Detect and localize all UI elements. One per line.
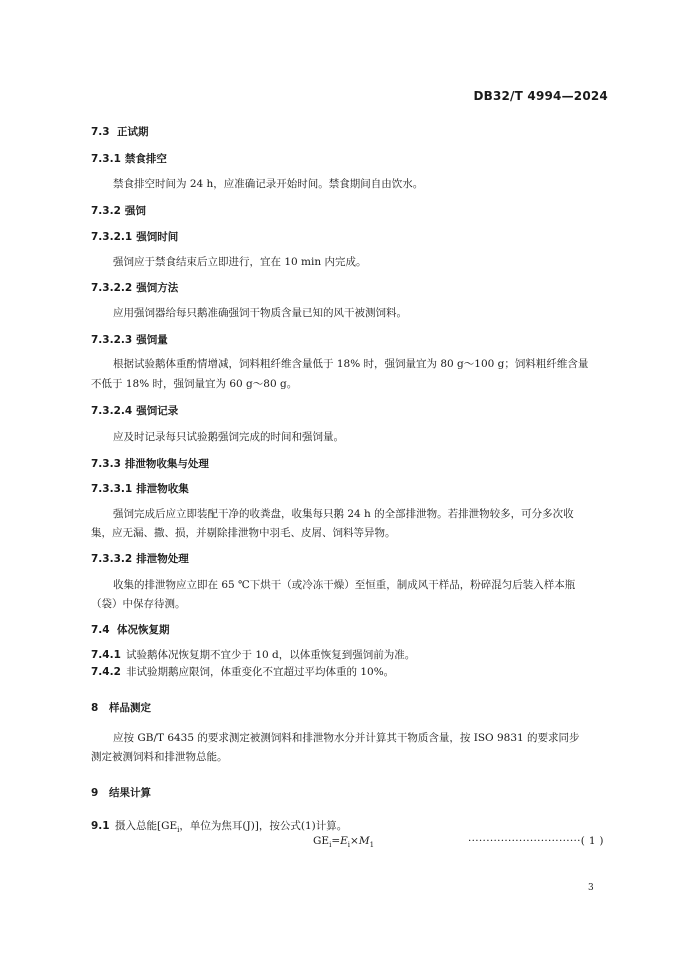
- formula-leader-dots: ·······························: [468, 835, 581, 847]
- paragraph-8-line2: 测定被测饲料和排泄物总能。: [91, 751, 228, 763]
- clause-7-4-2: [91, 664, 394, 679]
- formula-e: E: [340, 835, 348, 847]
- paragraph-7-3-3-1-line2: 集，应无漏、撒、损，并剔除排泄物中羽毛、皮屑、饲料等异物。: [91, 527, 396, 539]
- document-code-header: DB32/T 4994—2024: [473, 89, 608, 103]
- section-title: 体况恢复期: [117, 624, 170, 636]
- clause-7-4-1: [91, 647, 415, 662]
- paragraph-7-3-3-2-line2: （袋）中保存待测。: [91, 598, 186, 610]
- heading-7-3-3-2: [91, 551, 189, 566]
- heading-7-3-2: [91, 203, 146, 218]
- formula-e-subscript: i: [347, 841, 351, 850]
- clause-number: 7.4.2: [91, 666, 121, 678]
- formula-m-subscript: 1: [369, 841, 375, 850]
- formula-1: [313, 835, 374, 849]
- section-number: 7.3: [91, 126, 110, 138]
- section-title: 强饲: [124, 205, 146, 217]
- page-number: 3: [588, 883, 594, 893]
- section-title: 排泄物收集与处理: [124, 458, 209, 470]
- paragraph-7-3-2-4: 应及时记录每只试验鹅强饲完成的时间和强饲量。: [113, 431, 344, 443]
- section-number: 7.3.2: [91, 205, 121, 217]
- section-number: 7.3.2.1: [91, 231, 133, 243]
- section-number: 7.3.1: [91, 153, 121, 165]
- section-title: 结果计算: [109, 787, 151, 799]
- heading-7-3-2-1: [91, 229, 178, 244]
- section-title: 正试期: [117, 126, 149, 138]
- formula-lhs-subscript: i: [329, 841, 332, 850]
- section-number: 7.3.3: [91, 458, 121, 470]
- section-number: 7.3.2.3: [91, 334, 133, 346]
- section-title: 强饲记录: [136, 405, 179, 417]
- paragraph-7-3-2-1: 强饲应于禁食结束后立即进行，宜在 10 min 内完成。: [113, 256, 367, 268]
- section-title: 强饲方法: [136, 282, 179, 294]
- section-number: 7.3.2.4: [91, 405, 133, 417]
- formula-label: ( 1 ): [580, 835, 604, 847]
- heading-7-3-2-2: [91, 280, 178, 295]
- section-number: 7.4: [91, 624, 110, 636]
- section-title: 样品测定: [109, 702, 151, 714]
- formula-times: ×: [350, 835, 359, 847]
- paragraph-7-3-3-1-line1: 强饲完成后应立即装配干净的收粪盘，收集每只鹅 24 h 的全部排泄物。若排泄物较多，可分多次收: [113, 508, 574, 520]
- clause-text-tail: ，单位为焦耳(J)]，按公式(1)计算。: [179, 820, 348, 832]
- formula-lhs: GE: [313, 835, 330, 847]
- section-number: 7.3.2.2: [91, 282, 133, 294]
- section-number: 7.3.3.2: [91, 553, 133, 565]
- clause-text: 试验鹅体况恢复期不宜少于 10 d，以体重恢复到强饲前为准。: [126, 649, 416, 661]
- heading-7-3-2-4: [91, 403, 178, 418]
- heading-8: [91, 700, 151, 715]
- paragraph-7-3-2-3-line1: 根据试验鹅体重酌情增减，饲料粗纤维含量低于 18% 时，强饲量宜为 80 g～100 g；饲料粗纤维含量: [113, 358, 589, 370]
- paragraph-8-line1: 应按 GB/T 6435 的要求测定被测饲料和排泄物水分并计算其干物质含量，按 ISO 9831 的要求同步: [113, 732, 580, 744]
- formula-number: [468, 835, 604, 847]
- heading-7-3-2-3: [91, 332, 168, 347]
- paragraph-7-3-2-3-line2: 不低于 18% 时，强饲量宜为 60 g～80 g。: [91, 378, 298, 390]
- heading-7-3-1: [91, 151, 167, 166]
- paragraph-7-3-2-2: 应用强饲器给每只鹅准确强饲干物质含量已知的风干被测饲料。: [113, 307, 407, 319]
- clause-text: 非试验期鹅应限饲，体重变化不宜超过平均体重的 10%。: [126, 666, 395, 678]
- clause-subscript: i: [177, 826, 180, 835]
- paragraph-7-3-3-2-line1: 收集的排泄物应立即在 65 ℃下烘干（或冷冻干燥）至恒重，制成风干样品，粉碎混匀后装入样本瓶: [113, 579, 576, 591]
- section-title: 强饲量: [136, 334, 168, 346]
- heading-7-3-3: [91, 456, 209, 471]
- clause-number: 9.1: [91, 820, 110, 832]
- section-title: 排泄物处理: [136, 553, 189, 565]
- section-title: 禁食排空: [124, 153, 167, 165]
- clause-9-1: [91, 818, 347, 834]
- heading-7-3-3-1: [91, 481, 189, 496]
- section-number: 8: [91, 702, 99, 714]
- formula-m: M: [358, 835, 370, 847]
- section-number: 9: [91, 787, 99, 799]
- clause-text: 摄入总能[GE: [115, 820, 178, 832]
- clause-number: 7.4.1: [91, 649, 121, 661]
- section-number: 7.3.3.1: [91, 483, 133, 495]
- section-title: 强饲时间: [136, 231, 179, 243]
- paragraph-7-3-1: 禁食排空时间为 24 h，应准确记录开始时间。禁食期间自由饮水。: [113, 178, 424, 190]
- section-title: 排泄物收集: [136, 483, 189, 495]
- heading-7-4: [91, 622, 170, 637]
- formula-equals: =: [331, 835, 341, 847]
- heading-7-3: [91, 124, 149, 139]
- heading-9: [91, 785, 151, 800]
